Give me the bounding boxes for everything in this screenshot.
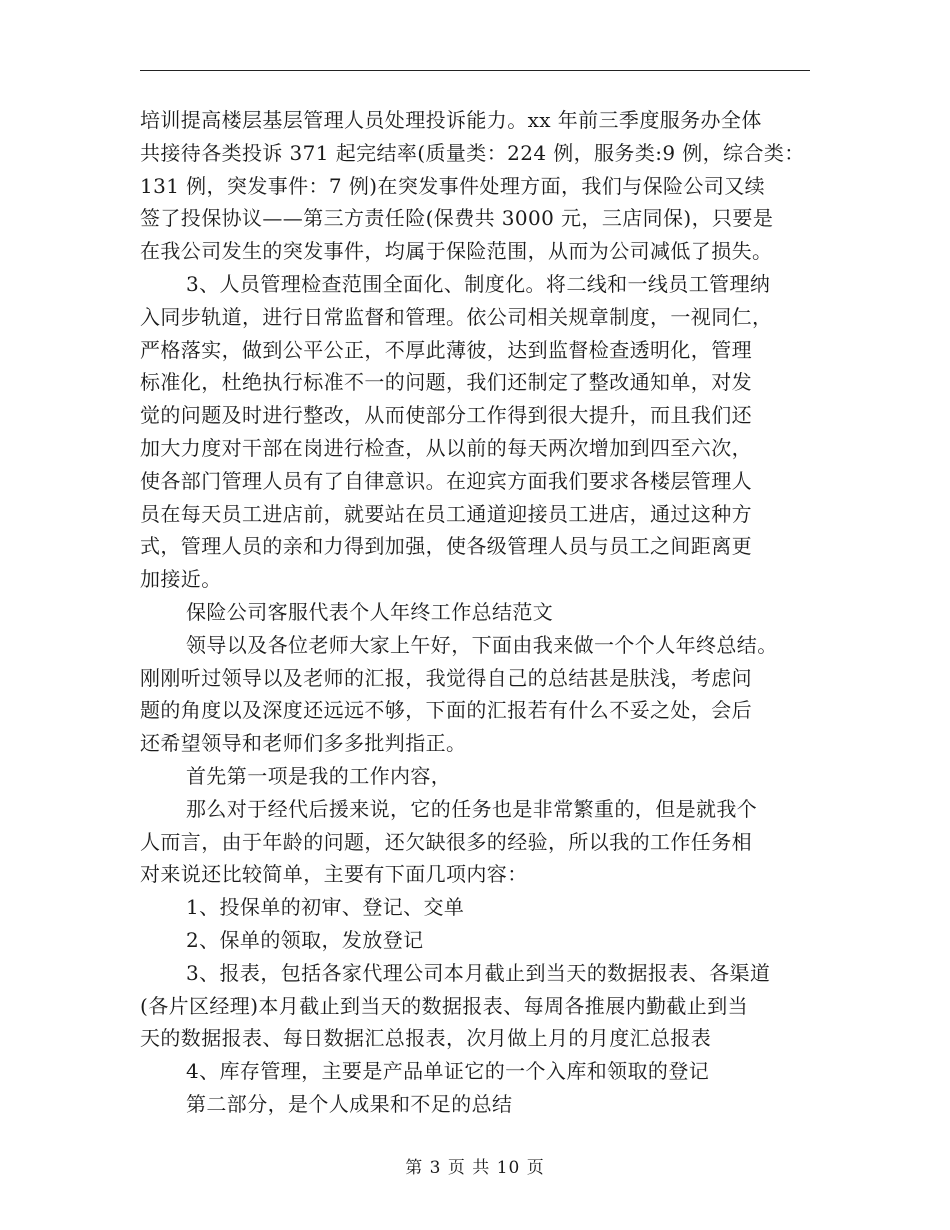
text-line: 3、报表，包括各家代理公司本月截止到当天的数据报表、各渠道 — [186, 960, 771, 985]
text-line: 觉的问题及时进行整改，从而使部分工作得到很大提升，而且我们还 — [140, 403, 752, 428]
text-line: 员在每天员工进店前，就要站在员工通道迎接员工进店，通过这种方 — [140, 501, 752, 526]
text-line: 培训提高楼层基层管理人员处理投诉能力。xx 年前三季度服务办全体 — [140, 108, 762, 132]
text-line: 领导以及各位老师大家上午好，下面由我来做一个个人年终总结。 — [186, 632, 778, 657]
text-line: 人而言，由于年龄的问题，还欠缺很多的经验，所以我的工作任务相 — [140, 829, 752, 854]
text-line: 在我公司发生的突发事件，均属于保险范围，从而为公司减低了损失。 — [140, 239, 773, 264]
text-line: 3、人员管理检查范围全面化、制度化。将二线和一线员工管理纳 — [186, 271, 771, 296]
text-line: 刚刚听过领导以及老师的汇报，我觉得自己的总结甚是肤浅，考虑问 — [140, 665, 752, 690]
text-line: 入同步轨道，进行日常监督和管理。依公司相关规章制度，一视同仁， — [140, 304, 773, 329]
text-line: 式，管理人员的亲和力得到加强，使各级管理人员与员工之间距离更 — [140, 534, 752, 559]
document-body — [140, 104, 812, 1121]
text-line: 对来说还比较简单，主要有下面几项内容： — [140, 862, 528, 887]
text-line: 严格落实，做到公平公正，不厚此薄彼，达到监督检查透明化，管理 — [140, 337, 752, 362]
header-rule — [140, 70, 810, 71]
text-line: 1、投保单的初审、登记、交单 — [186, 895, 465, 920]
page-footer: 第 3 页 共 10 页 — [405, 1158, 545, 1178]
text-line: 加接近。 — [140, 567, 222, 592]
text-line: 使各部门管理人员有了自律意识。在迎宾方面我们要求各楼层管理人 — [140, 468, 752, 493]
text-line: 保险公司客服代表个人年终工作总结范文 — [186, 599, 554, 624]
text-line: 标准化，杜绝执行标准不一的问题，我们还制定了整改通知单，对发 — [140, 370, 752, 395]
text-line: 天的数据报表、每日数据汇总报表，次月做上月的月度汇总报表 — [140, 1026, 712, 1051]
text-line: 4、库存管理，主要是产品单证它的一个入库和领取的登记 — [186, 1059, 710, 1084]
text-line: 首先第一项是我的工作内容， — [186, 763, 452, 788]
text-line: 题的角度以及深度还远远不够，下面的汇报若有什么不妥之处，会后 — [140, 698, 752, 723]
text-line: 签了投保协议——第三方责任险(保费共 3000 元，三店同保)，只要是 — [140, 206, 774, 231]
text-line: 加大力度对干部在岗进行检查，从以前的每天两次增加到四至六次， — [140, 435, 752, 460]
text-line: 共接待各类投诉 371 起完结率(质量类：224 例，服务类:9 例，综合类： — [140, 140, 805, 165]
text-line: 那么对于经代后援来说，它的任务也是非常繁重的，但是就我个 — [186, 796, 758, 821]
text-line: (各片区经理)本月截止到当天的数据报表、每周各推展内勤截止到当 — [140, 993, 749, 1018]
text-line: 131 例，突发事件：7 例)在突发事件处理方面，我们与保险公司又续 — [140, 173, 766, 198]
text-line: 还希望领导和老师们多多批判指正。 — [140, 731, 467, 756]
text-line: 第二部分，是个人成果和不足的总结 — [186, 1091, 513, 1116]
text-line: 2、保单的领取，发放登记 — [186, 927, 424, 952]
